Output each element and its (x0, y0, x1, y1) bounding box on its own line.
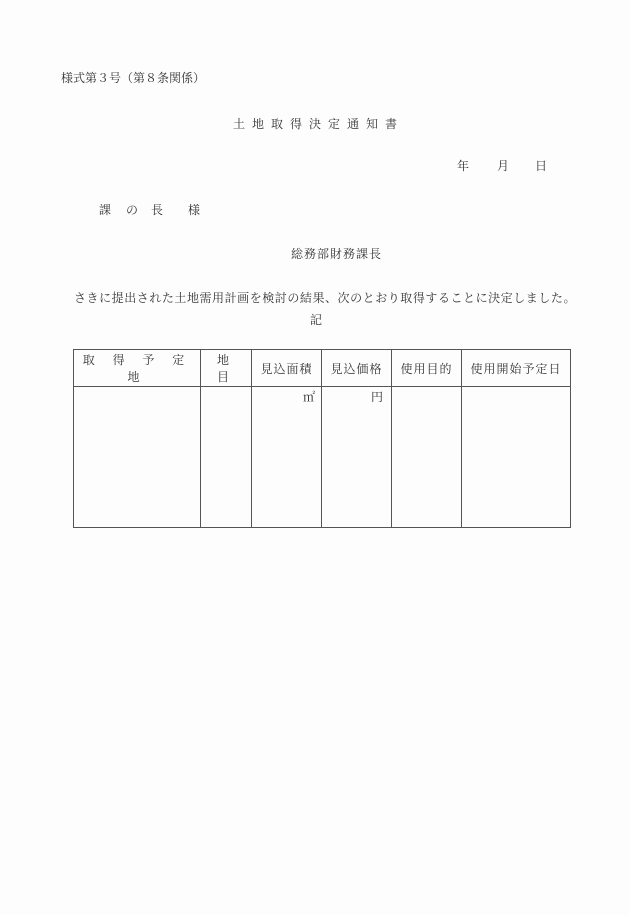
addressee-no: の (126, 203, 139, 217)
month-label: 月 (497, 159, 510, 173)
form-number: 様式第３号（第８条関係） (61, 71, 206, 85)
header-planned-site: 取 得 予 定 地 (74, 350, 201, 387)
cell-estimated-area[interactable] (252, 387, 322, 528)
addressee-honorific: 様 (188, 203, 201, 217)
cell-purpose[interactable] (392, 387, 462, 528)
unit-yen: 円 (370, 390, 383, 404)
header-purpose: 使用目的 (392, 350, 462, 387)
unit-square-meter: ㎡ (302, 390, 315, 404)
cell-estimated-price[interactable] (322, 387, 392, 528)
header-estimated-price: 見込価格 (322, 350, 392, 387)
header-land-category: 地 目 (201, 350, 252, 387)
addressee-chief: 長 (151, 203, 164, 217)
day-label: 日 (535, 159, 548, 173)
document-title: 土地取得決定通知書 (233, 117, 405, 131)
cell-planned-site[interactable] (74, 387, 201, 528)
table-row (74, 387, 571, 528)
year-label: 年 (457, 159, 470, 173)
acquisition-table (73, 349, 571, 528)
sender: 総務部財務課長 (291, 247, 383, 261)
addressee-dept: 課 (99, 203, 112, 217)
header-start-date: 使用開始予定日 (462, 350, 571, 387)
table-header-row (74, 350, 571, 387)
ki-label: 記 (310, 313, 323, 327)
cell-start-date[interactable] (462, 387, 571, 528)
header-estimated-area: 見込面積 (252, 350, 322, 387)
body-text: さきに提出された土地需用計画を検討の結果、次のとおり取得することに決定しました。 (74, 291, 577, 305)
cell-land-category[interactable] (201, 387, 252, 528)
